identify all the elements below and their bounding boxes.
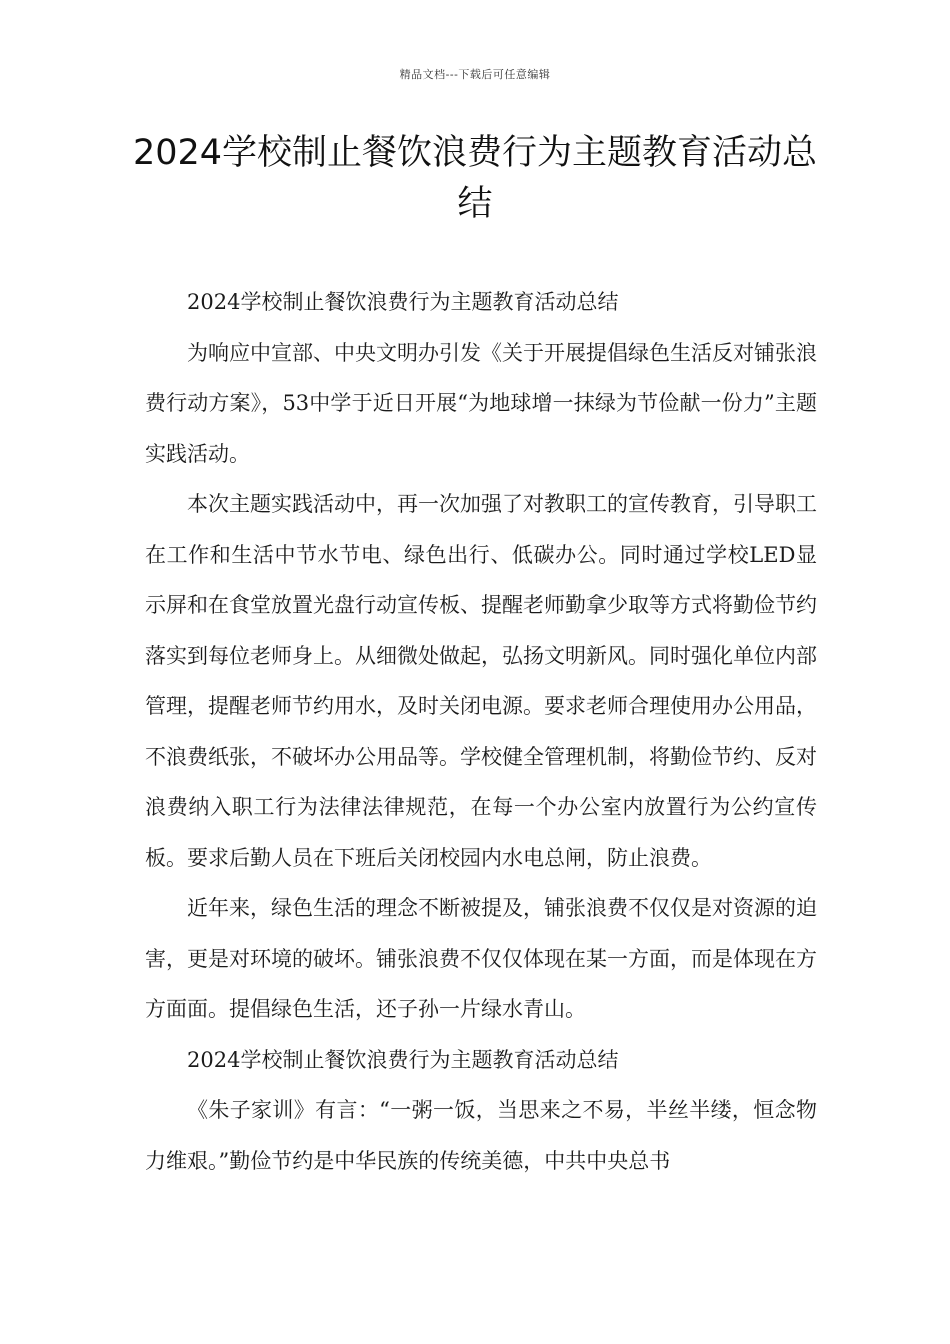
- paragraph: 本次主题实践活动中，再一次加强了对教职工的宣传教育，引导职工在工作和生活中节水节电、绿色出行、低碳办公。同时通过学校LED显示屏和在食堂放置光盘行动宣传板、提醒老师勤拿少取等方式将勤俭节约落实到每位老师身上。从细微处做起，弘扬文明新风。同时强化单位内部管理，提醒老师节约用水，及时关闭电源。要求老师合理使用办公用品，不浪费纸张，不破坏办公用品等。学校健全管理机制，将勤俭节约、反对浪费纳入职工行为法律法律规范，在每一个办公室内放置行为公约宣传板。要求后勤人员在下班后关闭校园内水电总闸，防止浪费。: [145, 492, 817, 870]
- document-title: 2024学校制止餐饮浪费行为主题教育活动总结: [132, 133, 818, 224]
- document-body: [145, 277, 817, 1186]
- paragraph: 《朱子家训》有言：“一粥一饭，当思来之不易，半丝半缕，恒念物力维艰。”勤俭节约是中华民族的传统美德，中共中央总书: [145, 1098, 817, 1173]
- paragraph: 近年来，绿色生活的理念不断被提及，铺张浪费不仅仅是对资源的迫害，更是对环境的破坏。铺张浪费不仅仅体现在某一方面，而是体现在方方面面。提倡绿色生活，还子孙一片绿水青山。: [145, 896, 817, 1021]
- header-note: 精品文档---下载后可任意编辑: [399, 68, 551, 81]
- paragraph-subtitle: 2024学校制止餐饮浪费行为主题教育活动总结: [187, 1047, 619, 1072]
- paragraph: 为响应中宣部、中央文明办引发《关于开展提倡绿色生活反对铺张浪费行动方案》，53中学于近日开展“为地球增一抹绿为节俭献一份力”主题实践活动。: [145, 340, 817, 466]
- paragraph-subtitle: 2024学校制止餐饮浪费行为主题教育活动总结: [187, 290, 619, 314]
